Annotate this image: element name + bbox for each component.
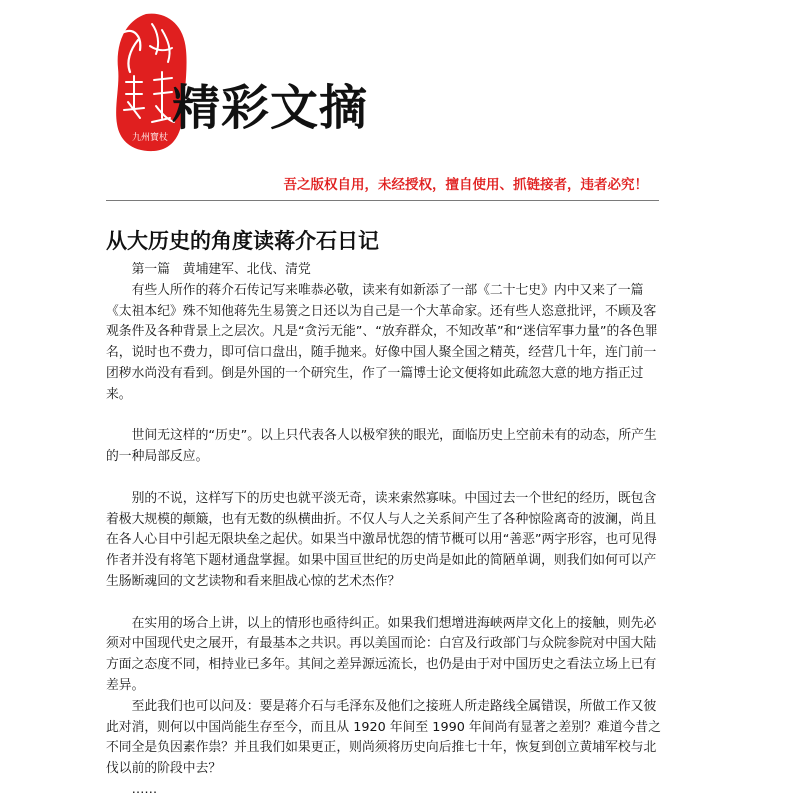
article-body — [106, 260, 662, 801]
header-divider — [106, 200, 659, 201]
paragraph-4: 在实用的场合上讲，以上的情形也亟待纠正。如果我们想增进海峡两岸文化上的接触，则先必须对中国现代史之展开，有最基本之共识。再以美国而论：白宫及行政部门与众院参院对中国大陆方面之态度不同，相持业已多年。其间之差异源远流长，也仍是由于对中国历史之看法立场上已有差异。 — [106, 615, 657, 693]
paragraph-2: 世间无这样的“历史”。以上只代表各人以极窄狭的眼光，面临历史上空前未有的动态，所产生的一种局部反应。 — [106, 428, 657, 465]
paragraph-5: 至此我们也可以问及：要是蒋介石与毛泽东及他们之接班人所走路线全属错误，所做工作又彼此对消，则何以中国尚能生存至今，而且从 1920 年间至 1990 年间尚有显著之差别？难道今昔之不同全是负因素作祟？并且我们如果更正，则尚须将历史向后推七十年，恢复到创立黄埔军校与北伐以前的阶段中去？ — [106, 698, 661, 777]
chapter-heading: 第一篇 黄埔建军、北伐、清党 — [131, 262, 311, 277]
paragraph-1: 有些人所作的蒋介石传记写来唯恭必敬，读来有如新添了一部《二十七史》内中又来了一篇《太祖本纪》殊不知他蒋先生易箦之日还以为自己是一个大革命家。还有些人恣意批评，不顾及客观条件及各种背景上之层次。凡是“贪污无能”、“放弃群众，不知改革”和“迷信军事力量”的各色罪名，说时也不费力，即可信口盘出，随手抛来。好像中国人聚全国之精英，经营几十年，连门前一团秽水尚没有看到。倒是外国的一个研究生，作了一篇博士论文便将如此疏忽大意的地方指正过来。 — [106, 282, 658, 402]
ellipsis: …… — [131, 781, 158, 797]
paragraph-3: 别的不说，这样写下的历史也就平淡无奇，读来索然寡味。中国过去一个世纪的经历，既包含着极大规模的颠簸，也有无数的纵横曲折。不仅人与人之关系间产生了各种惊险离奇的波澜，尚且在各人心目中引起无限块垒之起伏。如果当中激昂忧怨的情节概可以用“善恶”两字形容，也可见得作者并没有将笔下题材通盘掌握。如果中国亘世纪的历史尚是如此的简陋单调，则我们如何可以产生肠断魂回的文艺读物和看来胆战心惊的艺术杰作？ — [106, 490, 657, 589]
article-title: 从大历史的角度读蒋介石日记 — [106, 228, 379, 253]
site-title: 精彩文摘 — [172, 80, 369, 136]
copyright-notice: 吾之版权自用，未经授权，擅自使用、抓链接者，违者必究！ — [283, 177, 648, 193]
seal-text: 九州寶杖 — [131, 133, 169, 143]
